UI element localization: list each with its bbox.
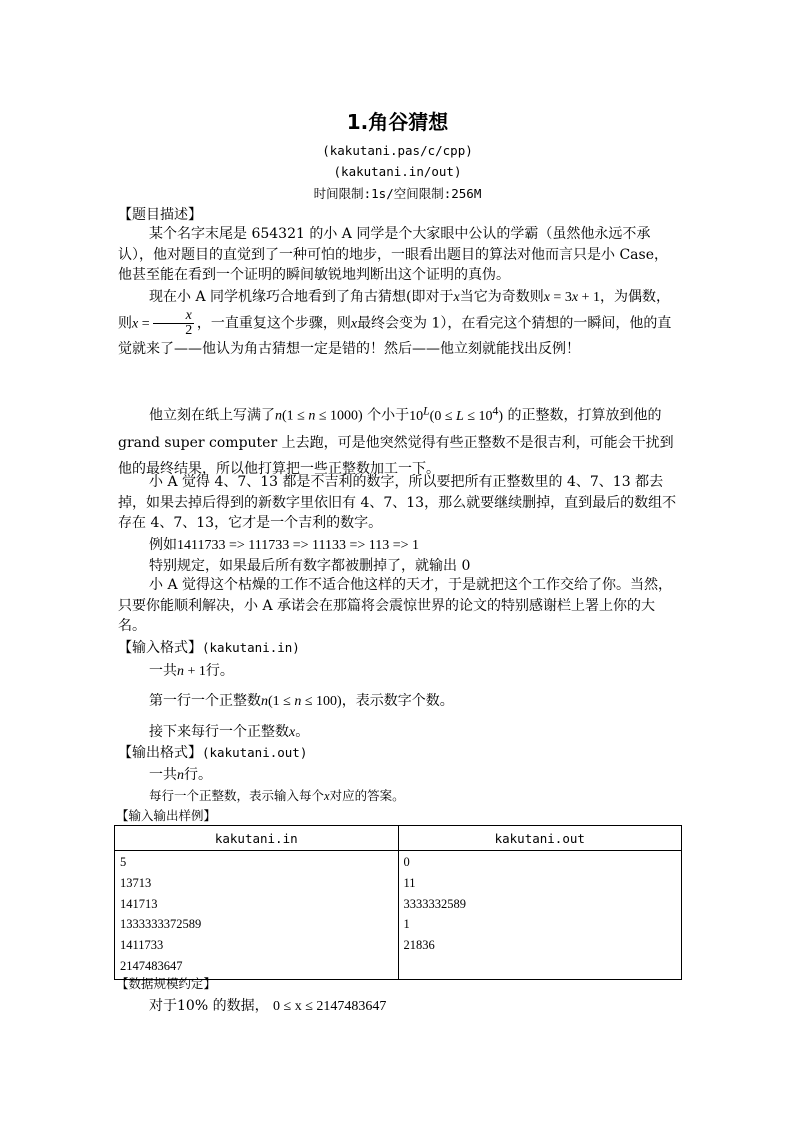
io-files: (kakutani.in/out)	[333, 164, 462, 179]
description-paragraph-3: 他立刻在纸上写满了n(1 ≤ n ≤ 1000) 个小于$10^L(0 \le L \le 10^4)$ 的正整数，打算放到他的 grand super computer 上去跑，可是他突然觉得有些正整数不是很吉利，可能会干扰到他的最终结果，所以他打算把一些正整数加工一下。	[118, 404, 674, 477]
example-line: 例如1411733 => 111733 => 11133 => 113 => 1	[149, 538, 420, 553]
sample-input-line: 5	[120, 855, 127, 869]
limits: 时间限制:1s/空间限制:256M	[313, 186, 482, 201]
constraints-line: 对于10% 的数据， 0 ≤ x ≤ 2147483647	[149, 998, 387, 1014]
sample-input-line: 2147483647	[120, 958, 183, 973]
sample-output-cell	[398, 851, 682, 980]
description-paragraph-4: 小 A 觉得 4、7、13 都是不吉利的数字，所以要把所有正整数里的 4、7、13 都去掉，如果去掉后得到的新数字里依旧有 4、7、13，那么就要继续删掉，直到最后的数组不存在 4、7、13，它才是一个吉利的数字。	[118, 474, 677, 531]
description-paragraph-2: 现在小 A 同学机缘巧合地看到了角古猜想(即对于x当它为奇数则x = 3x + 1，为偶数，则x = $\frac{x}{2}$ ，一直重复这个步骤，则x最终会变为 1），在看完这个猜想的一瞬间，他的直觉就来了——他认为角古猜想一定是错的！然后——他立刻就能找出反例！	[118, 289, 672, 357]
sample-output-header: kakutani.out	[398, 826, 682, 851]
description-paragraph-5: 小 A 觉得这个枯燥的工作不适合他这样的天才，于是就把这个工作交给了你。当然，只要你能顺利解决，小 A 承诺会在那篇将会震惊世界的论文的特别感谢栏上署上你的大名。	[118, 577, 673, 634]
page-title: 1.角谷猜想	[346, 110, 449, 134]
output-line-2: 每行一个正整数，表示输入每个x对应的答案。	[149, 788, 405, 803]
sample-heading: 【输入输出样例】	[116, 808, 217, 823]
input-line-1: 一共n + 1行。	[149, 663, 234, 679]
description-paragraph-1: 某个名字末尾是 654321 的小 A 同学是个大家眼中公认的学霸（虽然他永远不承认），他对题目的直觉到了一种可怕的地步，一眼看出题目的算法对他而言只是小 Case，他甚至能在看到一个证明的瞬间敏锐地判断出这个证明的真伪。	[118, 226, 668, 283]
sample-output-line: 21836	[403, 938, 435, 953]
sample-output-line: 11	[403, 875, 416, 890]
input-line-2: 第一行一个正整数n(1 ≤ n ≤ 100)，表示数字个数。	[149, 693, 454, 709]
input-line-3: 接下来每行一个正整数x。	[149, 724, 310, 740]
sample-input-line: 13713	[120, 875, 152, 890]
constraints-heading: 【数据规模约定】	[116, 976, 217, 991]
description-heading: 【题目描述】	[118, 207, 202, 223]
input-format-heading: 【输入格式】(kakutani.in)	[118, 640, 300, 656]
sample-output-line: 1	[403, 917, 410, 932]
output-line-1: 一共n行。	[149, 767, 212, 783]
sample-input-line: 1333333372589	[120, 917, 202, 932]
sample-input-cell	[115, 851, 399, 980]
sample-table	[114, 825, 682, 980]
sample-output-line: 0	[403, 855, 410, 869]
special-rule: 特别规定，如果最后所有数字都被删掉了，就输出 0	[149, 558, 471, 574]
sample-input-header: kakutani.in	[115, 826, 399, 851]
output-format-heading: 【输出格式】(kakutani.out)	[118, 745, 308, 761]
source-files: (kakutani.pas/c/cpp)	[322, 143, 473, 158]
sample-output-line: 3333332589	[403, 896, 466, 911]
sample-input-line: 141713	[120, 896, 158, 911]
sample-input-line: 1411733	[120, 938, 164, 953]
